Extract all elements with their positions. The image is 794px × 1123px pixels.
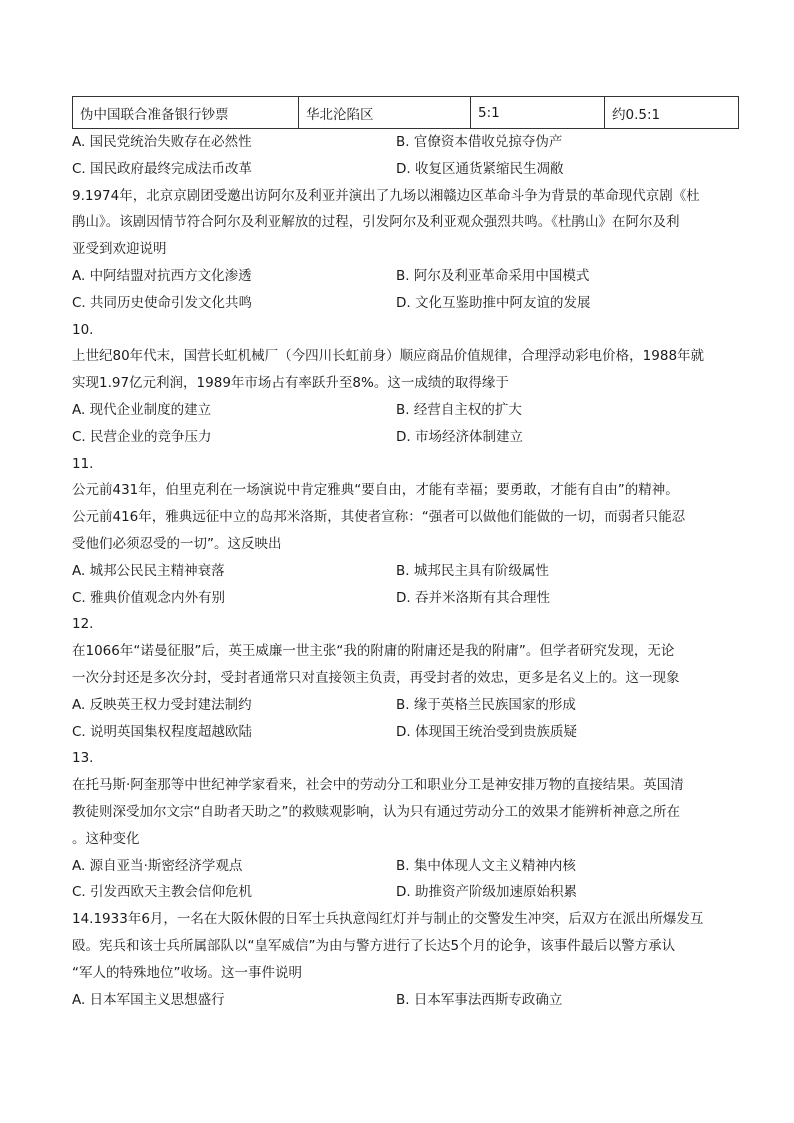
q10-option-b[interactable]: B. 经营自主权的扩大	[396, 401, 522, 418]
q14-stem-line: “军人的特殊地位”收场。这一事件说明	[72, 964, 302, 981]
q8-option-b[interactable]: B. 官僚资本借收兑掠夺伪产	[396, 134, 563, 150]
question-11	[72, 451, 738, 612]
question-9	[72, 183, 738, 317]
q8-option-c[interactable]: C. 国民政府最终完成法币改革	[72, 160, 253, 177]
table-cell-official-rate: 5:1	[471, 97, 605, 129]
q12-option-c[interactable]: C. 说明英国集权程度超越欧陆	[72, 723, 253, 740]
q8-option-d[interactable]: D. 收复区通货紧缩民生凋敝	[396, 160, 564, 177]
q8-options-row-2	[72, 156, 738, 183]
question-14	[72, 906, 738, 1013]
q9-option-c[interactable]: C. 共同历史使命引发文化共鸣	[72, 294, 253, 311]
q9-options-row-1	[72, 263, 738, 290]
table-row	[73, 97, 739, 129]
q14-stem-line: 14.1933年6月，一名在大阪休假的日军士兵执意闯红灯并与制止的交警发生冲突，后双方在派出所爆发互	[72, 911, 704, 928]
q14-options-row-1	[72, 987, 738, 1014]
q13-stem-line: 在托马斯·阿奎那等中世纪神学家看来，社会中的劳动分工和职业分工是神安排万物的直接结果。英国清	[72, 777, 684, 794]
q11-number: 11.	[72, 455, 94, 472]
q10-option-a[interactable]: A. 现代企业制度的建立	[72, 401, 212, 418]
q12-option-d[interactable]: D. 体现国王统治受到贵族质疑	[396, 723, 577, 740]
q11-option-b[interactable]: B. 城邦民主具有阶级属性	[396, 562, 549, 579]
q14-stem-line: 殴。宪兵和该士兵所属部队以“皇军威信”为由与警方进行了长达5个月的论争，该事件最后以警方承认	[72, 937, 676, 954]
q12-stem-line: 一次分封还是多次分封，受封者通常只对直接领主负责，再受封者的效忠，更多是名义上的。这一现象	[72, 669, 680, 686]
q13-option-d[interactable]: D. 助推资产阶级加速原始积累	[396, 884, 577, 901]
q8-options-row-1	[72, 129, 738, 156]
q11-stem-line: 受他们必须忍受的一切”。这反映出	[72, 535, 282, 552]
q11-stem-line: 公元前416年，雅典远征中立的岛邦米洛斯，其使者宣称：“强者可以做他们能做的一切，而弱者只能忍	[72, 509, 686, 526]
question-12	[72, 611, 738, 745]
q11-option-a[interactable]: A. 城邦公民民主精神衰落	[72, 562, 225, 579]
q10-options-row-2	[72, 424, 738, 451]
q9-option-a[interactable]: A. 中阿结盟对抗西方文化渗透	[72, 267, 252, 284]
q9-options-row-2	[72, 290, 738, 317]
q11-stem-line: 公元前431年，伯里克利在一场演说中肯定雅典“要自由，才能有幸福；要勇敢，才能有自由”的精神。	[72, 482, 679, 499]
q9-option-d[interactable]: D. 文化互鉴助推中阿友谊的发展	[396, 294, 591, 311]
q10-stem-line: 实现1.97亿元利润，1989年市场占有率跃升至8%。这一成绩的取得缘于	[72, 375, 509, 392]
question-13	[72, 745, 738, 906]
q11-option-d[interactable]: D. 吞并米洛斯有其合理性	[396, 589, 550, 606]
q13-options-row-2	[72, 879, 738, 906]
q13-options-row-1	[72, 853, 738, 880]
q11-option-c[interactable]: C. 雅典价值观念内外有别	[72, 589, 226, 606]
q10-options-row-1	[72, 397, 738, 424]
q11-options-row-1	[72, 558, 738, 585]
table-cell-actual-rate: 约0.5:1	[605, 97, 739, 129]
q12-option-b[interactable]: B. 缘于英格兰民族国家的形成	[396, 696, 576, 713]
q11-options-row-2	[72, 585, 738, 612]
q14-option-b[interactable]: B. 日本军事法西斯专政确立	[396, 991, 563, 1008]
q12-options-row-1	[72, 692, 738, 719]
q9-stem-line: 鹃山》。该剧因情节符合阿尔及利亚解放的过程，引发阿尔及利亚观众强烈共鸣。《杜鹃山》在阿尔及利	[72, 214, 680, 231]
q9-stem-line: 9.1974年，北京京剧团受邀出访阿尔及利亚并演出了九场以湘赣边区革命斗争为背景的革命现代京剧《杜	[72, 187, 700, 204]
exam-page	[72, 96, 738, 1013]
q13-option-c[interactable]: C. 引发西欧天主教会信仰危机	[72, 884, 253, 901]
q12-stem-line: 在1066年“诺曼征服”后，英王威廉一世主张“我的附庸的附庸还是我的附庸”。但学者研究发现，无论	[72, 643, 675, 660]
q12-options-row-2	[72, 719, 738, 746]
table-cell-currency: 伪中国联合准备银行钞票	[73, 97, 299, 129]
q12-option-a[interactable]: A. 反映英王权力受封建法制约	[72, 696, 252, 713]
q13-number: 13.	[72, 750, 94, 767]
table-cell-region: 华北沦陷区	[299, 97, 471, 129]
q9-stem-line: 亚受到欢迎说明	[72, 241, 167, 258]
q10-option-d[interactable]: D. 市场经济体制建立	[396, 428, 523, 445]
q10-option-c[interactable]: C. 民营企业的竞争压力	[72, 428, 212, 445]
q10-stem-line: 上世纪80年代末，国营长虹机械厂（今四川长虹前身）顺应商品价值规律，合理浮动彩电价格，1988年就	[72, 348, 705, 365]
q9-option-b[interactable]: B. 阿尔及利亚革命采用中国模式	[396, 267, 590, 284]
q10-number: 10.	[72, 321, 94, 338]
q13-option-a[interactable]: A. 源自亚当·斯密经济学观点	[72, 857, 243, 874]
q8-option-a[interactable]: A. 国民党统治失败存在必然性	[72, 134, 252, 150]
q13-option-b[interactable]: B. 集中体现人文主义精神内核	[396, 857, 576, 874]
q12-number: 12.	[72, 616, 94, 633]
q13-stem-line: 。这种变化	[72, 830, 140, 847]
q14-option-a[interactable]: A. 日本军国主义思想盛行	[72, 991, 225, 1008]
question-10	[72, 317, 738, 451]
q13-stem-line: 教徒则深受加尔文宗“自助者天助之”的救赎观影响，认为只有通过劳动分工的效果才能辨析神意之所在	[72, 803, 680, 820]
currency-table	[72, 96, 739, 129]
